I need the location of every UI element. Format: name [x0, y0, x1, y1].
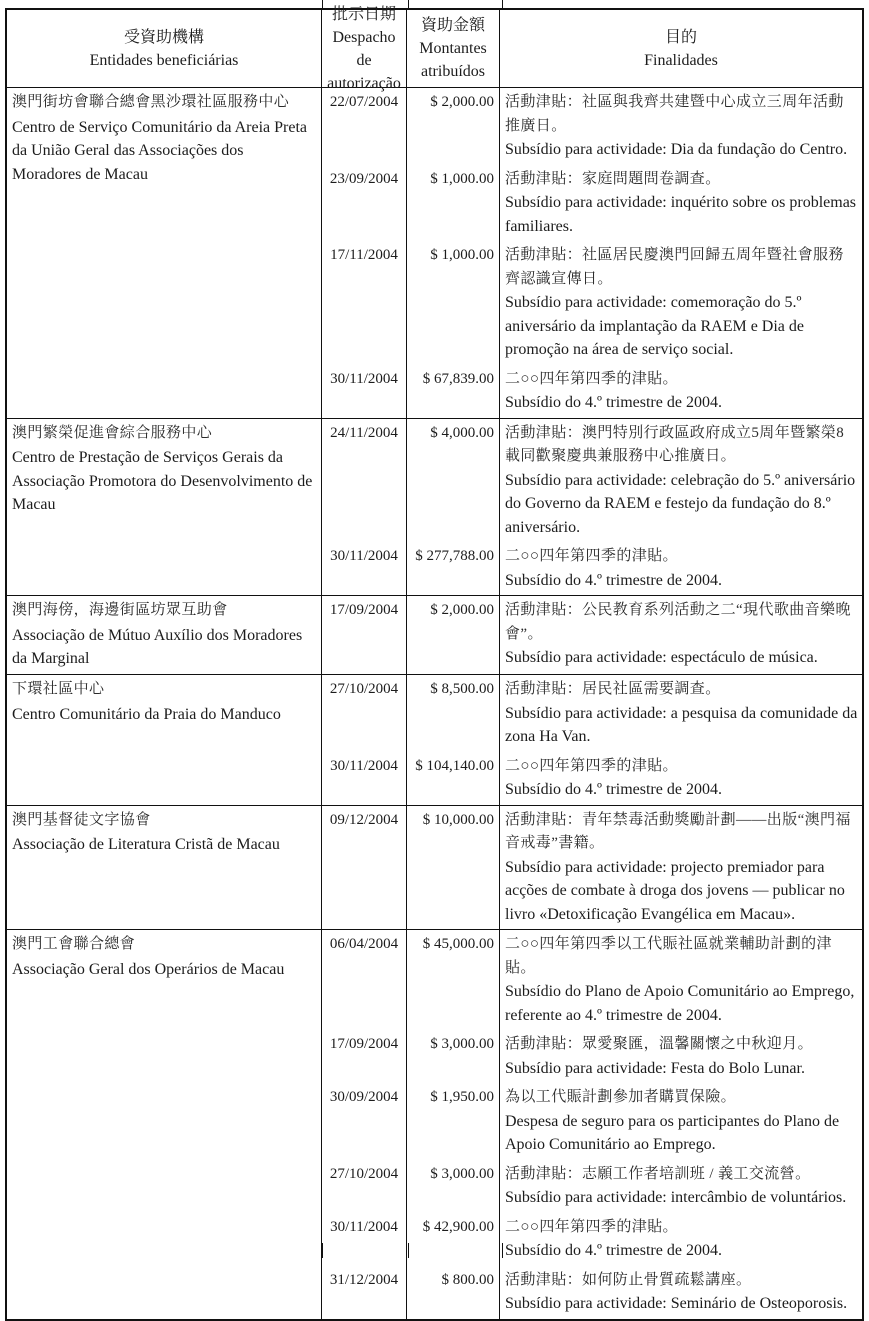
amount-value: $ 4,000.00 — [407, 419, 500, 543]
purpose-zh: 活動津貼：眾愛聚匯，溫馨關懷之中秋迎月。 — [505, 1036, 814, 1052]
column-rule-stub — [408, 0, 409, 9]
entity-name-zh: 澳門海傍，海邊街區坊眾互助會 — [12, 602, 228, 618]
purpose-cell — [500, 419, 862, 543]
authorization-date: 30/09/2004 — [322, 1083, 407, 1160]
subsidy-table — [5, 5, 864, 1321]
purpose-pt: Subsídio para actividade: Festa do Bolo Lunar. — [505, 1059, 805, 1077]
purpose-cell — [500, 1030, 862, 1083]
column-header-date-zh: 批示日期 — [331, 5, 396, 23]
table-row — [7, 805, 862, 930]
amount-value: $ 800.00 — [407, 1266, 500, 1319]
entity-name-zh: 澳門工會聯合總會 — [12, 936, 136, 952]
purpose-zh: 活動津貼：公民教育系列活動之二“現代歌曲音樂晚會”。 — [505, 602, 851, 642]
entity-cell — [7, 596, 322, 674]
entity-entries — [322, 930, 862, 1319]
purpose-cell — [500, 1160, 862, 1213]
purpose-zh: 活動津貼：澳門特別行政區政府成立5周年暨繁榮8載同歡聚慶典兼服務中心推廣日。 — [505, 424, 845, 464]
entity-entries — [322, 806, 862, 930]
entry-row — [322, 1083, 862, 1160]
authorization-date: 06/04/2004 — [322, 930, 407, 1030]
entry-row — [322, 419, 862, 543]
purpose-zh: 二○○四年第四季的津貼。 — [505, 370, 678, 387]
purpose-pt: Subsídio do 4.º trimestre de 2004. — [505, 781, 722, 798]
column-header-amount-pt2: atribuídos — [421, 63, 485, 80]
purpose-cell — [500, 930, 862, 1030]
entry-row — [322, 675, 862, 752]
column-rule-stub — [322, 1243, 323, 1258]
purpose-cell — [500, 241, 862, 365]
purpose-pt: Subsídio do 4.º trimestre de 2004. — [505, 394, 722, 411]
purpose-pt: Subsídio para actividade: espectáculo de música. — [505, 649, 818, 666]
entity-name-pt: Associação Geral dos Operários de Macau — [12, 960, 285, 978]
entity-entries — [322, 675, 862, 805]
entry-row — [322, 596, 862, 674]
entity-cell — [7, 675, 322, 805]
column-rule-stub — [502, 1243, 503, 1258]
table-row — [7, 88, 862, 418]
column-header-amount — [407, 10, 500, 87]
purpose-pt: Subsídio para actividade: intercâmbio de voluntários. — [505, 1189, 847, 1206]
authorization-date: 17/09/2004 — [322, 1030, 407, 1083]
authorization-date: 30/11/2004 — [322, 365, 407, 418]
entity-cell — [7, 930, 322, 1319]
purpose-pt: Subsídio para actividade: celebração do 5.º aniversário do Governo da RAEM e festejo da fundação do 8.º aniversário. — [505, 471, 856, 536]
amount-value: $ 67,839.00 — [407, 365, 500, 418]
entry-row — [322, 1160, 862, 1213]
purpose-cell — [500, 1083, 862, 1160]
column-header-beneficiary-pt: Entidades beneficiárias — [89, 51, 239, 69]
purpose-pt: Subsídio para actividade: projecto premiador para acções de combate à droga dos jovens — publicar no livro «Detoxificação Evangélica em Macau». — [505, 858, 845, 923]
purpose-zh: 活動津貼：家庭問題問卷調查。 — [505, 170, 721, 187]
purpose-zh: 活動津貼：青年禁毒活動獎勵計劃——出版“澳門福音戒毒”書籍。 — [505, 811, 851, 851]
purpose-pt: Subsídio do Plano de Apoio Comunitário ao Emprego, referente ao 4.º trimestre de 2004. — [505, 983, 855, 1024]
purpose-pt: Subsídio para actividade: comemoração do 5.º aniversário da implantação da RAEM e Dia de promoção na área de serviço social. — [505, 294, 804, 358]
purpose-pt: Subsídio para actividade: inquérito sobre os problemas familiares. — [505, 194, 857, 235]
amount-value: $ 1,000.00 — [407, 241, 500, 365]
amount-value: $ 42,900.00 — [407, 1213, 500, 1266]
entity-name-zh: 下環社區中心 — [12, 681, 105, 697]
purpose-zh: 二○○四年第四季的津貼。 — [505, 1218, 678, 1235]
column-header-date-pt1: Despacho de — [332, 28, 396, 69]
authorization-date: 27/10/2004 — [322, 675, 407, 752]
table-row — [7, 595, 862, 674]
purpose-zh: 活動津貼：志願工作者培訓班 / 義工交流營。 — [505, 1165, 811, 1182]
purpose-zh: 二○○四年第四季的津貼。 — [505, 548, 678, 564]
entry-row — [322, 542, 862, 595]
amount-value: $ 3,000.00 — [407, 1160, 500, 1213]
column-header-purpose-pt: Finalidades — [644, 51, 718, 69]
column-rule-stub — [408, 1243, 409, 1258]
authorization-date: 30/11/2004 — [322, 542, 407, 595]
purpose-zh: 活動津貼：社區與我齊共建暨中心成立三周年活動推廣日。 — [505, 94, 844, 134]
entry-row — [322, 365, 862, 418]
authorization-date: 17/09/2004 — [322, 596, 407, 674]
entry-row — [322, 930, 862, 1030]
entity-entries — [322, 88, 862, 418]
entry-row — [322, 1030, 862, 1083]
purpose-zh: 活動津貼：社區居民慶澳門回歸五周年暨社會服務齊認識宣傳日。 — [505, 247, 844, 287]
column-header-amount-zh: 資助金額 — [420, 17, 485, 34]
entity-entries — [322, 596, 862, 674]
entity-entries — [322, 419, 862, 596]
purpose-cell — [500, 365, 862, 418]
entity-cell — [7, 88, 322, 418]
table-row — [7, 674, 862, 805]
entity-name-pt: Centro de Prestação de Serviços Gerais da Associação Promotora do Desenvolvimento de Macau — [12, 449, 313, 513]
amount-value: $ 277,788.00 — [407, 542, 500, 595]
authorization-date: 17/11/2004 — [322, 241, 407, 365]
purpose-cell — [500, 752, 862, 805]
authorization-date: 24/11/2004 — [322, 419, 407, 543]
authorization-date: 09/12/2004 — [322, 806, 407, 930]
entity-name-zh: 澳門街坊會聯合總會黑沙環社區服務中心 — [12, 94, 290, 110]
entry-row — [322, 88, 862, 165]
authorization-date: 23/09/2004 — [322, 165, 407, 242]
column-header-purpose — [500, 10, 862, 87]
purpose-cell — [500, 88, 862, 165]
amount-value: $ 10,000.00 — [407, 806, 500, 930]
column-header-amount-pt1: Montantes — [419, 40, 487, 57]
entry-row — [322, 165, 862, 242]
purpose-zh: 二○○四年第四季以工代賑社區就業輔助計劃的津貼。 — [505, 936, 832, 976]
column-rule-stub — [322, 0, 323, 9]
amount-value: $ 1,000.00 — [407, 165, 500, 242]
entity-name-pt: Associação de Mútuo Auxílio dos Moradores da Marginal — [12, 626, 303, 667]
table-row — [7, 418, 862, 596]
purpose-zh: 二○○四年第四季的津貼。 — [505, 757, 678, 774]
purpose-pt: Subsídio do 4.º trimestre de 2004. — [505, 571, 722, 589]
entry-row — [322, 1266, 862, 1319]
purpose-zh: 活動津貼：如何防止骨質疏鬆講座。 — [505, 1271, 752, 1288]
amount-value: $ 2,000.00 — [407, 596, 500, 674]
purpose-cell — [500, 675, 862, 752]
purpose-cell — [500, 1266, 862, 1319]
entity-name-zh: 澳門繁榮促進會綜合服務中心 — [12, 424, 213, 441]
purpose-pt: Subsídio do 4.º trimestre de 2004. — [505, 1242, 722, 1259]
entity-name-pt: Centro Comunitário da Praia do Manduco — [12, 705, 281, 723]
table-row — [7, 929, 862, 1319]
entity-name-zh: 澳門基督徒文字協會 — [12, 811, 151, 828]
column-rule-stub — [502, 0, 503, 9]
entity-name-pt: Centro de Serviço Comunitário da Areia Preta da União Geral das Associações dos Moradores de Macau — [12, 118, 308, 183]
amount-value: $ 104,140.00 — [407, 752, 500, 805]
purpose-pt: Subsídio para actividade: Dia da fundação do Centro. — [505, 141, 848, 158]
authorization-date: 30/11/2004 — [322, 1213, 407, 1266]
amount-value: $ 2,000.00 — [407, 88, 500, 165]
authorization-date: 31/12/2004 — [322, 1266, 407, 1319]
amount-value: $ 45,000.00 — [407, 930, 500, 1030]
purpose-zh: 活動津貼：居民社區需要調查。 — [505, 681, 721, 697]
entity-cell — [7, 419, 322, 596]
authorization-date: 27/10/2004 — [322, 1160, 407, 1213]
table-body — [7, 88, 862, 1319]
entry-row — [322, 752, 862, 805]
entity-name-pt: Associação de Literatura Cristã de Macau — [12, 836, 280, 853]
table-header — [7, 5, 862, 92]
authorization-date: 30/11/2004 — [322, 752, 407, 805]
purpose-cell — [500, 806, 862, 930]
column-header-beneficiary — [7, 10, 322, 87]
entry-row — [322, 806, 862, 930]
amount-value: $ 3,000.00 — [407, 1030, 500, 1083]
purpose-pt: Subsídio para actividade: Seminário de Osteoporosis. — [505, 1295, 848, 1312]
column-header-beneficiary-zh: 受資助機構 — [123, 28, 204, 46]
purpose-pt: Subsídio para actividade: a pesquisa da comunidade da zona Ha Van. — [505, 704, 858, 745]
amount-value: $ 8,500.00 — [407, 675, 500, 752]
purpose-pt: Despesa de seguro para os participantes do Plano de Apoio Comunitário ao Emprego. — [505, 1112, 840, 1153]
column-header-date — [322, 5, 407, 92]
purpose-cell — [500, 596, 862, 674]
authorization-date: 22/07/2004 — [322, 88, 407, 165]
purpose-zh: 為以工代賑計劃參加者購買保險。 — [505, 1089, 737, 1105]
column-header-purpose-zh: 目的 — [664, 28, 697, 46]
amount-value: $ 1,950.00 — [407, 1083, 500, 1160]
entity-cell — [7, 806, 322, 930]
purpose-cell — [500, 542, 862, 595]
purpose-cell — [500, 165, 862, 242]
entry-row — [322, 241, 862, 365]
column-header-date-pt2: autorização — [327, 74, 401, 92]
